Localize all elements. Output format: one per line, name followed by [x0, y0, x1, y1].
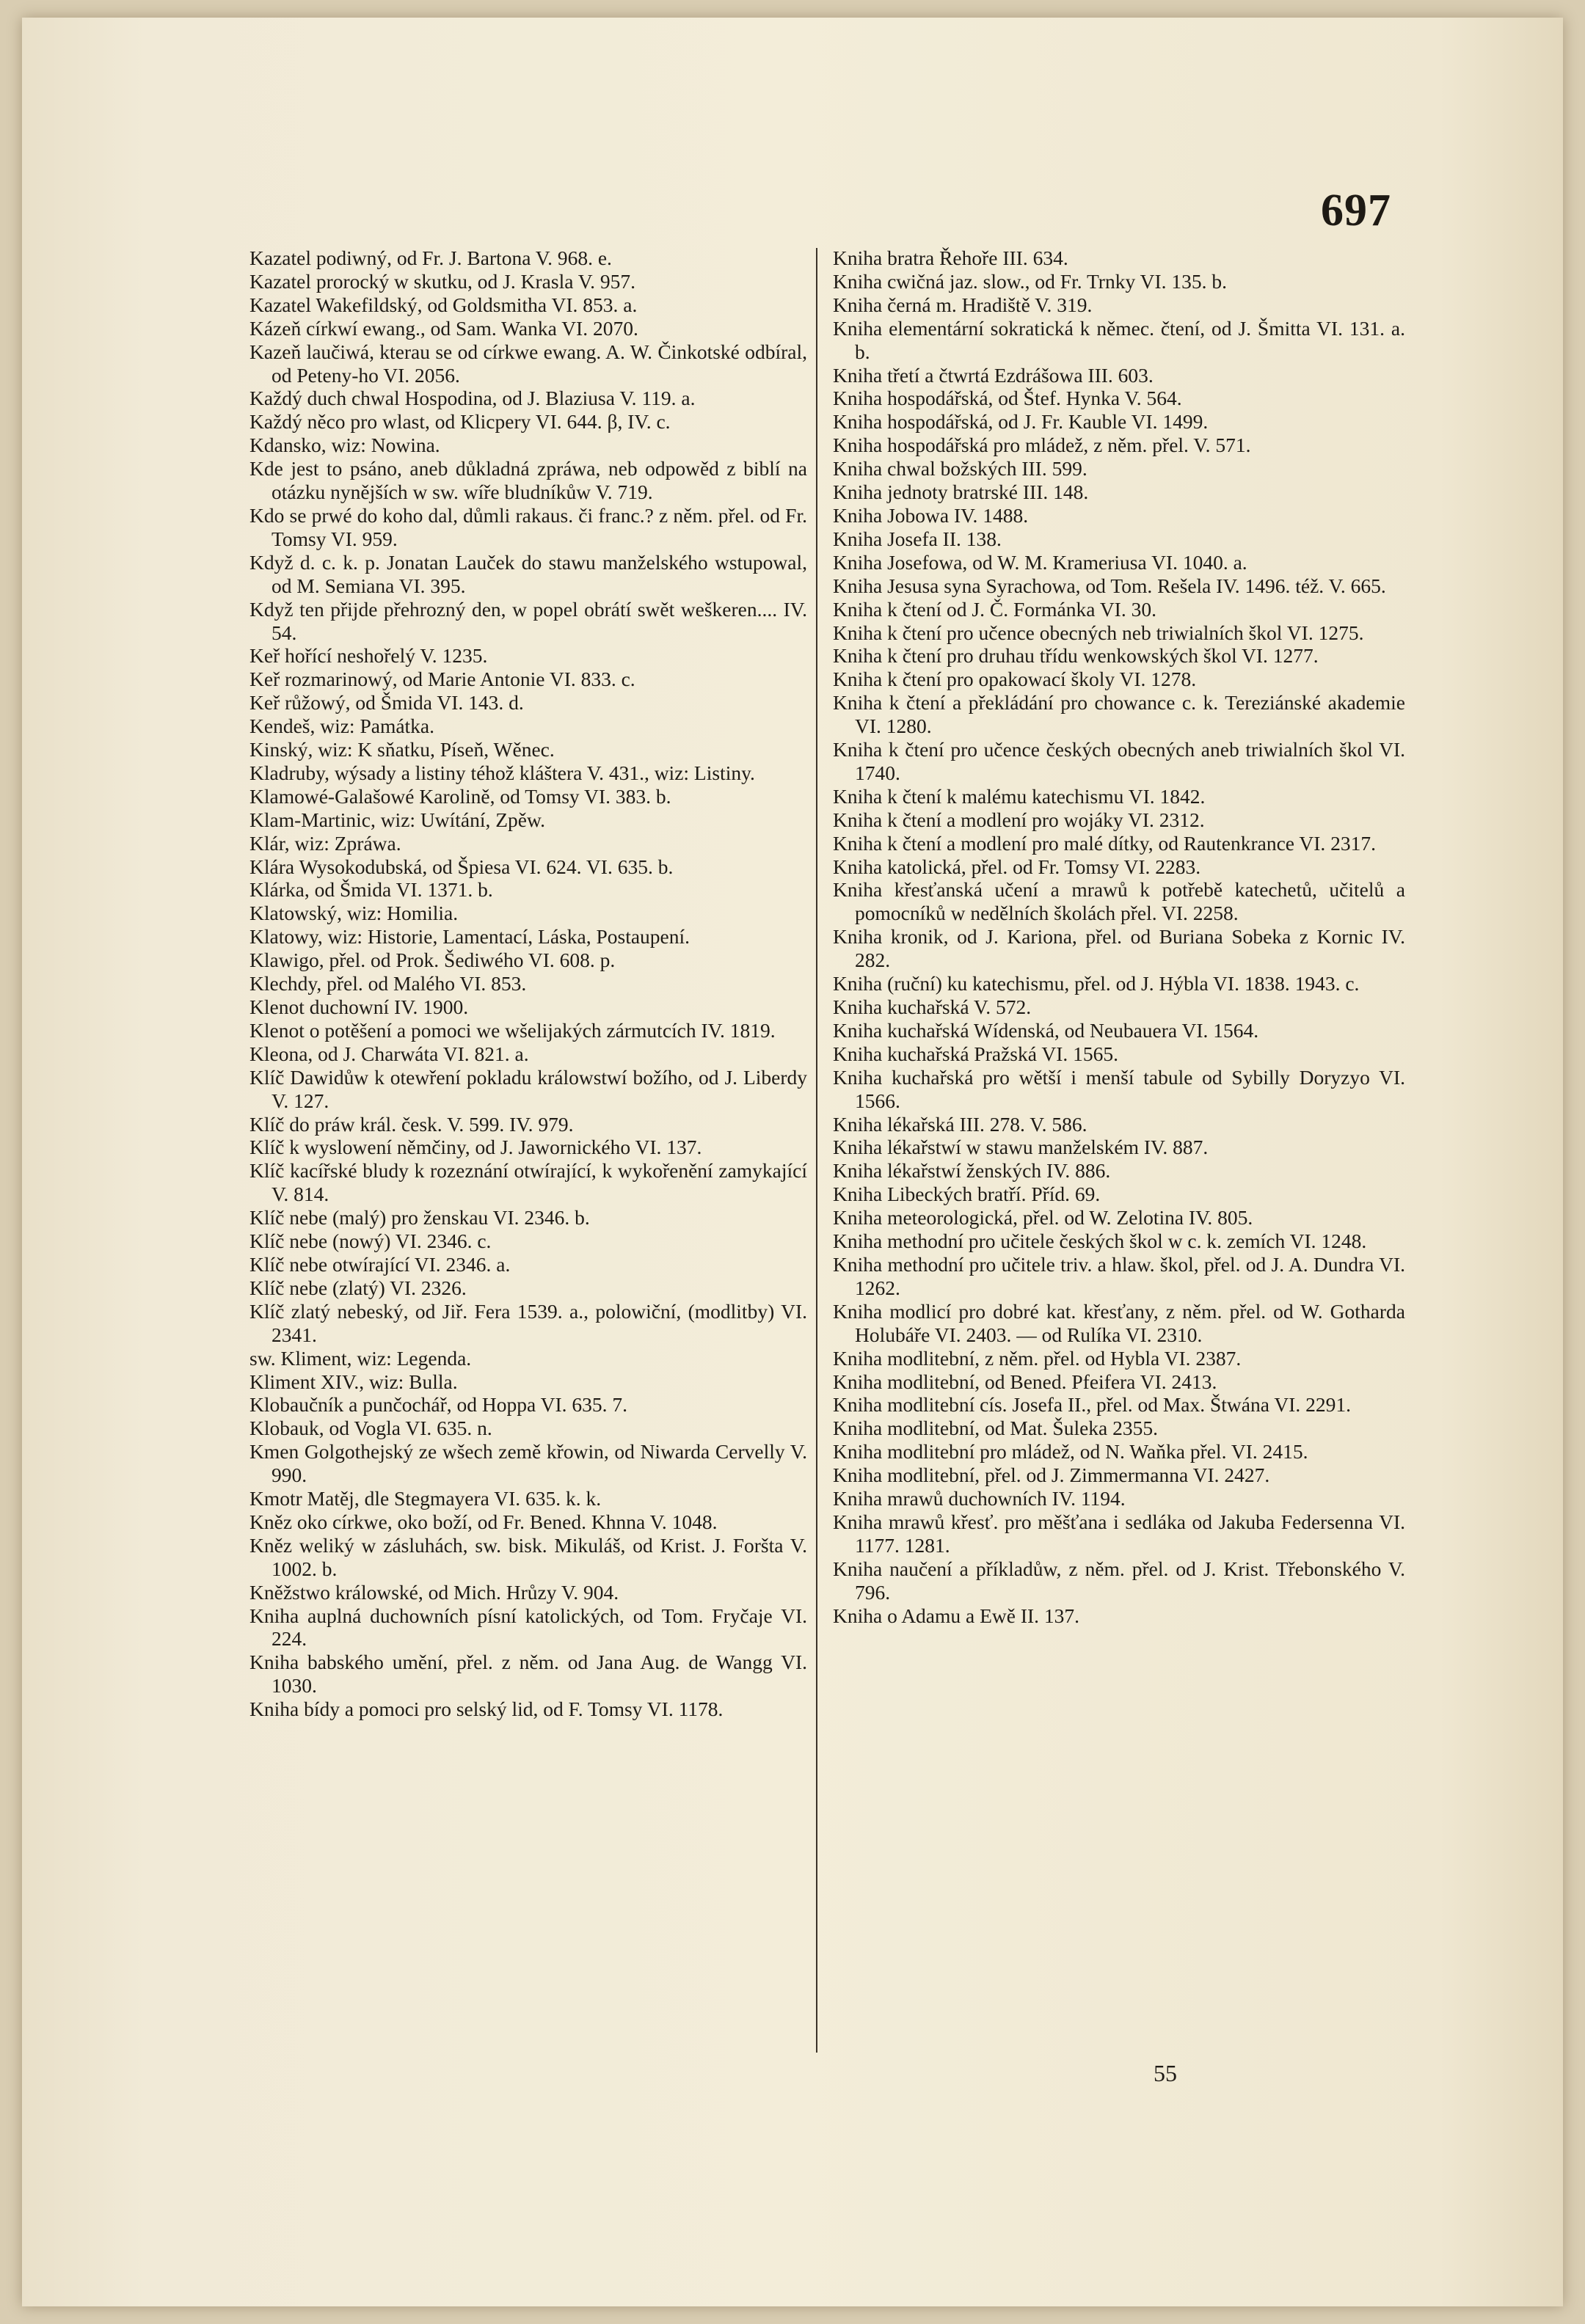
index-entry: Klobauk, od Vogla VI. 635. n. [249, 1417, 492, 1440]
index-entry: Keř růžowý, od Šmida VI. 143. d. [249, 691, 524, 715]
index-entry: Kniha Josefa II. 138. [833, 527, 1002, 550]
index-entry: Kniha o Adamu a Ewě II. 137. [833, 1604, 1080, 1627]
index-entry: sw. Kliment, wiz: Legenda. [249, 1346, 472, 1370]
index-entry: Klíč zlatý nebeský, od Jiř. Fera 1539. a., polowiční, (modlitby) VI. 2341. [249, 1299, 807, 1346]
index-entry: Kniha methodní pro učitele českých škol w c. k. zemích VI. 1248. [833, 1229, 1367, 1253]
index-entry: Kniha Jobowa IV. 1488. [833, 503, 1029, 527]
index-entry: Kniha hospodářská, od J. Fr. Kauble VI. 1499. [833, 410, 1209, 434]
index-entry: Kazatel prorocký w skutku, od J. Krasla V. 957. [249, 269, 635, 293]
index-entry: Klobaučník a punčochář, od Hoppa VI. 635. 7. [249, 1393, 627, 1417]
index-entry: Kniha lékařstwí ženských IV. 886. [833, 1159, 1111, 1183]
index-entry: Kniha křesťanská učení a mrawů k potřebě katechetů, učitelů a pomocníků w nedělních školách přel. VI. 2258. [833, 878, 1405, 925]
index-entry: Kleona, od J. Charwáta VI. 821. a. [249, 1042, 529, 1065]
index-entry: Kliment XIV., wiz: Bulla. [249, 1370, 458, 1393]
index-entry: Kniha k čtení pro druhau třídu wenkowských škol VI. 1277. [833, 644, 1319, 668]
index-entry: Klíč nebe otwírající VI. 2346. a. [249, 1252, 511, 1276]
index-entry: Klára Wysokodubská, od Špiesa VI. 624. VI. 635. b. [249, 855, 674, 878]
index-entry: Kniha modlitební cís. Josefa II., přel. od Max. Štwána VI. 2291. [833, 1393, 1351, 1417]
index-entry: Když d. c. k. p. Jonatan Lauček do stawu manželského wstupowal, od M. Semiana VI. 395. [249, 550, 807, 597]
index-entry: Kněžstwo králowské, od Mich. Hrůzy V. 904. [249, 1580, 619, 1604]
index-entry: Kniha modlitební, od Mat. Šuleka 2355. [833, 1417, 1159, 1440]
index-entry: Kazatel podiwný, od Fr. J. Bartona V. 968. e. [249, 246, 612, 269]
index-entry: Kniha elementární sokratická k němec. čtení, od J. Šmitta VI. 131. a. b. [833, 316, 1405, 363]
index-entry: Kniha k čtení a překládání pro chowance c. k. Tereziánské akademie VI. 1280. [833, 691, 1405, 738]
index-entry: Kniha černá m. Hradiště V. 319. [833, 293, 1093, 316]
index-entry: Klíč kacířské bludy k rozeznání otwírající, k wykořenění zamykající V. 814. [249, 1159, 807, 1206]
index-entry: Klár, wiz: Zpráwa. [249, 831, 401, 855]
page-number: 697 [1321, 186, 1391, 235]
index-entry: Každý duch chwal Hospodina, od J. Blaziusa V. 119. a. [249, 387, 696, 410]
index-entry: Kniha (ruční) ku katechismu, přel. od J. Hýbla VI. 1838. 1943. c. [833, 972, 1360, 995]
index-entry: Keř hořící neshořelý V. 1235. [249, 644, 488, 668]
index-entry: Kniha k čtení pro opakowací školy VI. 1278. [833, 668, 1197, 691]
index-entry: Kinský, wiz: K sňatku, Píseň, Wěnec. [249, 738, 555, 761]
index-entry: Klawigo, přel. od Prok. Šediwého VI. 608. p. [249, 949, 616, 972]
index-entry: Kniha k čtení a modlení pro malé dítky, od Rautenkrance VI. 2317. [833, 831, 1377, 855]
index-entry: Kniha kronik, od J. Kariona, přel. od Buriana Sobeka z Kornic IV. 282. [833, 925, 1405, 972]
right-column [833, 246, 1405, 1627]
index-entry: Kniha mrawů duchowních IV. 1194. [833, 1487, 1126, 1510]
index-entry: Klenot o potěšení a pomoci we wšelijakých zármutcích IV. 1819. [249, 1018, 776, 1042]
index-entry: Klam-Martinic, wiz: Uwítání, Zpěw. [249, 808, 545, 831]
index-entry: Kniha k čtení pro učence obecných neb triwialních škol VI. 1275. [833, 621, 1364, 644]
index-entry: Kazatel Wakefildský, od Goldsmitha VI. 853. a. [249, 293, 638, 316]
index-entry: Kmotr Matěj, dle Stegmayera VI. 635. k. k. [249, 1487, 602, 1510]
index-entry: Kniha babského umění, přel. z něm. od Jana Aug. de Wangg VI. 1030. [249, 1651, 807, 1698]
index-entry: Kniha kuchařská Pražská VI. 1565. [833, 1042, 1118, 1065]
index-entry: Kniha kuchařská V. 572. [833, 995, 1032, 1018]
index-entry: Kniha k čtení a modlení pro wojáky VI. 2312. [833, 808, 1205, 831]
index-entry: Klatowy, wiz: Historie, Lamentací, Láska, Postaupení. [249, 925, 691, 949]
index-entry: Kniha bídy a pomoci pro selský lid, od F. Tomsy VI. 1178. [249, 1698, 724, 1721]
index-entry: Kniha Jesusa syna Syrachowa, od Tom. Rešela IV. 1496. též. V. 665. [833, 574, 1386, 597]
index-entry: Kniha chwal božských III. 599. [833, 457, 1087, 480]
index-entry: Kniha modlitební, od Bened. Pfeifera VI. 2413. [833, 1370, 1217, 1393]
index-entry: Kladruby, wýsady a listiny téhož kláštera V. 431., wiz: Listiny. [249, 761, 755, 784]
index-entry: Když ten přijde přehrozný den, w popel obrátí swět weškeren.... IV. 54. [249, 597, 807, 644]
left-column [249, 246, 807, 1721]
index-entry: Kniha modlitební pro mládež, od N. Waňka přel. VI. 2415. [833, 1440, 1308, 1464]
index-entry: Klamowé-Galašowé Karolině, od Tomsy VI. 383. b. [249, 784, 671, 808]
index-entry: Kniha meteorologická, přel. od W. Zelotina IV. 805. [833, 1206, 1253, 1229]
index-entry: Kniha katolická, přel. od Fr. Tomsy VI. 2283. [833, 855, 1201, 878]
index-entry: Kniha modlitební, z něm. přel. od Hybla VI. 2387. [833, 1346, 1242, 1370]
signature-mark: 55 [1154, 2060, 1177, 2086]
index-entry: Kde jest to psáno, aneb důkladná zpráwa, neb odpowěd z biblí na otázku nynějších w sw. wíře bludníkůw V. 719. [249, 457, 807, 504]
index-entry: Kniha modlitební, přel. od J. Zimmermanna VI. 2427. [833, 1464, 1270, 1487]
index-entry: Kniha modlicí pro dobré kat. křesťany, z něm. přel. od W. Gotharda Holubáře VI. 2403. — od Rulíka VI. 2310. [833, 1299, 1405, 1346]
index-entry: Kniha k čtení od J. Č. Formánka VI. 30. [833, 597, 1156, 621]
index-entry: Kniha hospodářská, od Štef. Hynka V. 564. [833, 387, 1182, 410]
index-entry: Klíč Dawidůw k otewření pokladu králowstwí božího, od J. Liberdy V. 127. [249, 1065, 807, 1112]
index-entry: Kniha k čtení pro učence českých obecných aneb triwialních škol VI. 1740. [833, 738, 1405, 784]
column-divider [816, 248, 817, 2053]
index-entry: Kniha mrawů křesť. pro měšťana i sedláka od Jakuba Federsenna VI. 1177. 1281. [833, 1510, 1405, 1557]
index-entry: Kazeň laučiwá, kterau se od církwe ewang. A. W. Činkotské odbíral, od Peteny-ho VI. 2056. [249, 340, 807, 387]
index-entry: Klárka, od Šmida VI. 1371. b. [249, 878, 493, 902]
index-entry: Klatowský, wiz: Homilia. [249, 902, 459, 925]
book-page [22, 18, 1563, 2306]
index-entry: Keř rozmarinowý, od Marie Antonie VI. 833. c. [249, 668, 635, 691]
index-entry: Kmen Golgothejský ze wšech země křowin, od Niwarda Cervelly V. 990. [249, 1440, 807, 1487]
index-entry: Kázeň církwí ewang., od Sam. Wanka VI. 2070. [249, 316, 638, 340]
index-entry: Kněz weliký w zásluhách, sw. bisk. Mikuláš, od Krist. J. Foršta V. 1002. b. [249, 1533, 807, 1580]
index-entry: Klíč nebe (malý) pro ženskau VI. 2346. b. [249, 1206, 590, 1229]
index-entry: Kniha Libeckých bratří. Příd. 69. [833, 1183, 1101, 1206]
index-entry: Kniha jednoty bratrské III. 148. [833, 480, 1089, 504]
index-entry: Kendeš, wiz: Památka. [249, 715, 435, 738]
index-entry: Kněz oko církwe, oko boží, od Fr. Bened. Khnna V. 1048. [249, 1510, 718, 1533]
index-entry: Kniha methodní pro učitele triv. a hlaw. škol, přel. od J. A. Dundra VI. 1262. [833, 1252, 1405, 1299]
index-entry: Klíč do práw král. česk. V. 599. IV. 979. [249, 1112, 574, 1136]
index-entry: Kniha kuchařská pro wětší i menší tabule od Sybilly Doryzyo VI. 1566. [833, 1065, 1405, 1112]
index-entry: Kdansko, wiz: Nowina. [249, 434, 440, 457]
index-entry: Kniha naučení a příkladůw, z něm. přel. od J. Krist. Třebonského V. 796. [833, 1557, 1405, 1604]
index-entry: Klíč k wyslowení němčiny, od J. Jawornického VI. 137. [249, 1136, 702, 1159]
index-entry: Kniha kuchařská Wídenská, od Neubauera VI. 1564. [833, 1018, 1259, 1042]
index-entry: Klíč nebe (zlatý) VI. 2326. [249, 1276, 467, 1299]
index-entry: Kniha cwičná jaz. slow., od Fr. Trnky VI. 135. b. [833, 269, 1227, 293]
index-entry: Kniha k čtení k malému katechismu VI. 1842. [833, 784, 1206, 808]
index-entry: Kniha hospodářská pro mládež, z něm. přel. V. 571. [833, 434, 1251, 457]
index-entry: Kdo se prwé do koho dal, důmli rakaus. či franc.? z něm. přel. od Fr. Tomsy VI. 959. [249, 503, 807, 550]
index-entry: Klenot duchowní IV. 1900. [249, 995, 469, 1018]
index-entry: Kniha lékařstwí w stawu manželském IV. 887. [833, 1136, 1209, 1159]
index-entry: Klechdy, přel. od Malého VI. 853. [249, 972, 527, 995]
index-entry: Kniha auplná duchowních písní katolických, od Tom. Fryčaje VI. 224. [249, 1604, 807, 1651]
index-entry: Klíč nebe (nowý) VI. 2346. c. [249, 1229, 492, 1253]
index-entry: Kniha bratra Řehoře III. 634. [833, 246, 1068, 269]
index-entry: Kniha třetí a čtwrtá Ezdrášowa III. 603. [833, 363, 1154, 387]
index-entry: Kniha lékařská III. 278. V. 586. [833, 1112, 1087, 1136]
index-entry: Kniha Josefowa, od W. M. Krameriusa VI. 1040. a. [833, 550, 1247, 574]
index-entry: Každý něco pro wlast, od Klicpery VI. 644. β, IV. c. [249, 410, 671, 434]
